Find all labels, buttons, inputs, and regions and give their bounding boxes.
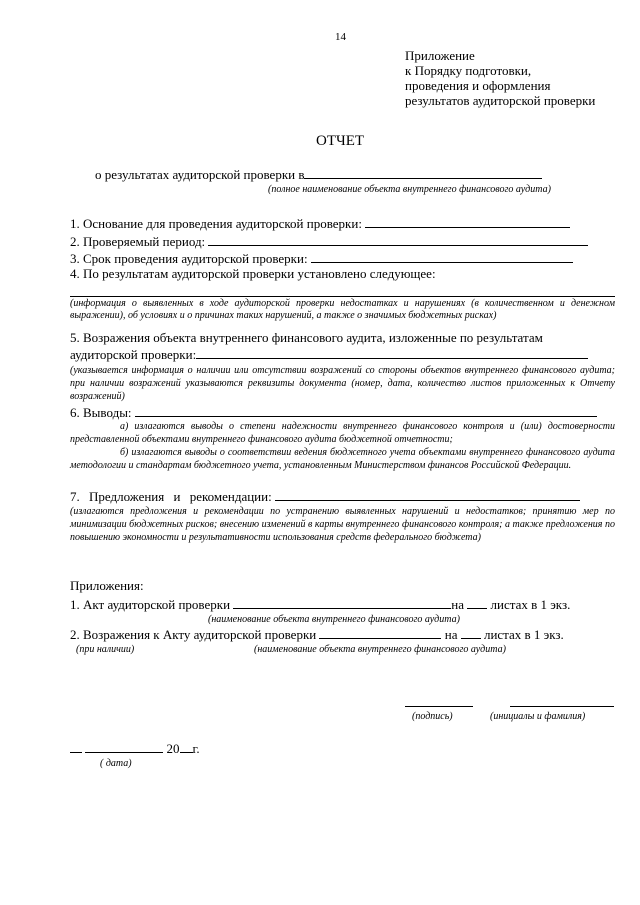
item-4-note: (информация о выявленных в ходе аудиторской проверки недостатках и нарушениях (в количественном и денежном выражении), об условиях и о причинах таких нарушений, а также о значимых бюджетных рисках)	[70, 298, 615, 321]
item-5-note: (указывается информация о наличии или отсутствии возражений со стороны объектов внутреннего финансового аудита; при наличии возражений указываются реквизиты документа (номер, дата, количество листов приложенных к Отчету возражений)	[70, 365, 615, 402]
attachment-1-object-field[interactable]	[233, 596, 451, 609]
item-3-row	[70, 250, 573, 266]
name-note: (инициалы и фамилия)	[490, 711, 586, 722]
month-field[interactable]	[85, 740, 163, 753]
attachment-2-note-right: (наименование объекта внутреннего финансового аудита)	[254, 644, 506, 655]
subtitle-note: (полное наименование объекта внутреннего финансового аудита)	[268, 184, 551, 195]
subtitle-text: о результатах аудиторской проверки в	[95, 167, 305, 182]
attachment-1-note: (наименование объекта внутреннего финансового аудита)	[208, 614, 460, 625]
conclusions-field[interactable]	[135, 404, 597, 417]
attachment-2-label: 2. Возражения к Акту аудиторской проверки	[70, 627, 317, 642]
attachment-2-note-left: (при наличии)	[76, 644, 135, 655]
item-6-note-a: а) излагаются выводы о степени надежности внутреннего финансового контроля и (или) достоверности представленной объектами внутреннего финансового аудита бюджетной отчетности;	[70, 421, 615, 445]
attachment-2-sheets: листах в 1 экз.	[483, 627, 564, 642]
item-7-note: (излагаются предложения и рекомендации по устранению выявленных нарушений и недостатков; принятию мер по минимизации бюджетных рисков; внесению изменений в карты внутреннего финансового контроля; а также предложения по повышению экономности и результативности использования средств федерального бюджета)	[70, 506, 615, 543]
name-field[interactable]	[510, 706, 614, 707]
attachment-1-label: 1. Акт аудиторской проверки	[70, 597, 231, 612]
item-7-row	[70, 488, 580, 504]
recommendations-field[interactable]	[275, 488, 580, 501]
object-name-field[interactable]	[304, 166, 542, 179]
item-5-label-line-1: 5. Возражения объекта внутреннего финансового аудита, изложенные по результатам	[70, 330, 543, 345]
year-prefix: 20	[166, 741, 180, 756]
item-5-row	[70, 346, 588, 362]
item-6-note-b: б) излагаются выводы о соответствии ведения бюджетного учета объектами внутреннего финансового аудита методологии и стандартам бюджетного учета, установленным Министерством финансов Российской Федерации.	[70, 447, 615, 471]
attachment-1-sheets: листах в 1 экз.	[490, 597, 571, 612]
attachment-2-row	[70, 626, 564, 642]
item-2-row	[70, 233, 588, 249]
attachment-2-on: на	[444, 627, 458, 642]
attachment-1-sheets-field[interactable]	[467, 596, 487, 609]
signature-field[interactable]	[405, 706, 473, 707]
report-subtitle	[95, 166, 542, 182]
findings-field[interactable]	[70, 296, 615, 297]
item-2-label: 2. Проверяемый период:	[70, 234, 206, 249]
appendix-line-2: к Порядку подготовки,	[405, 63, 532, 78]
attachment-2-object-field[interactable]	[319, 626, 441, 639]
item-7-label: 7. Предложения и рекомендации:	[70, 489, 272, 504]
item-3-label: 3. Срок проведения аудиторской проверки:	[70, 251, 308, 266]
item-1-label: 1. Основание для проведения аудиторской проверки:	[70, 216, 362, 231]
year-field[interactable]	[180, 740, 193, 753]
item-1-row	[70, 215, 570, 231]
appendix-line-1: Приложение	[405, 48, 475, 63]
basis-field[interactable]	[365, 215, 570, 228]
day-field[interactable]	[70, 740, 82, 753]
attachment-2-sheets-field[interactable]	[461, 626, 481, 639]
period-field[interactable]	[208, 233, 588, 246]
item-5-label-line-2: аудиторской проверки:	[70, 347, 197, 362]
objections-field[interactable]	[196, 346, 588, 359]
signature-note: (подпись)	[412, 711, 453, 722]
appendix-line-4: результатов аудиторской проверки	[405, 93, 596, 108]
attachment-1-row	[70, 596, 570, 612]
item-4-label: 4. По результатам аудиторской проверки установлено следующее:	[70, 266, 436, 281]
item-6-label: 6. Выводы:	[70, 405, 132, 420]
attachment-1-on: на	[451, 597, 465, 612]
page-number: 14	[335, 31, 346, 43]
year-suffix: г.	[192, 741, 200, 756]
appendix-line-3: проведения и оформления	[405, 78, 551, 93]
attachments-heading: Приложения:	[70, 578, 144, 593]
date-note: ( дата)	[100, 758, 132, 769]
date-row	[70, 740, 200, 756]
report-title: ОТЧЕТ	[316, 133, 365, 149]
duration-field[interactable]	[311, 250, 573, 263]
item-6-row	[70, 404, 597, 420]
